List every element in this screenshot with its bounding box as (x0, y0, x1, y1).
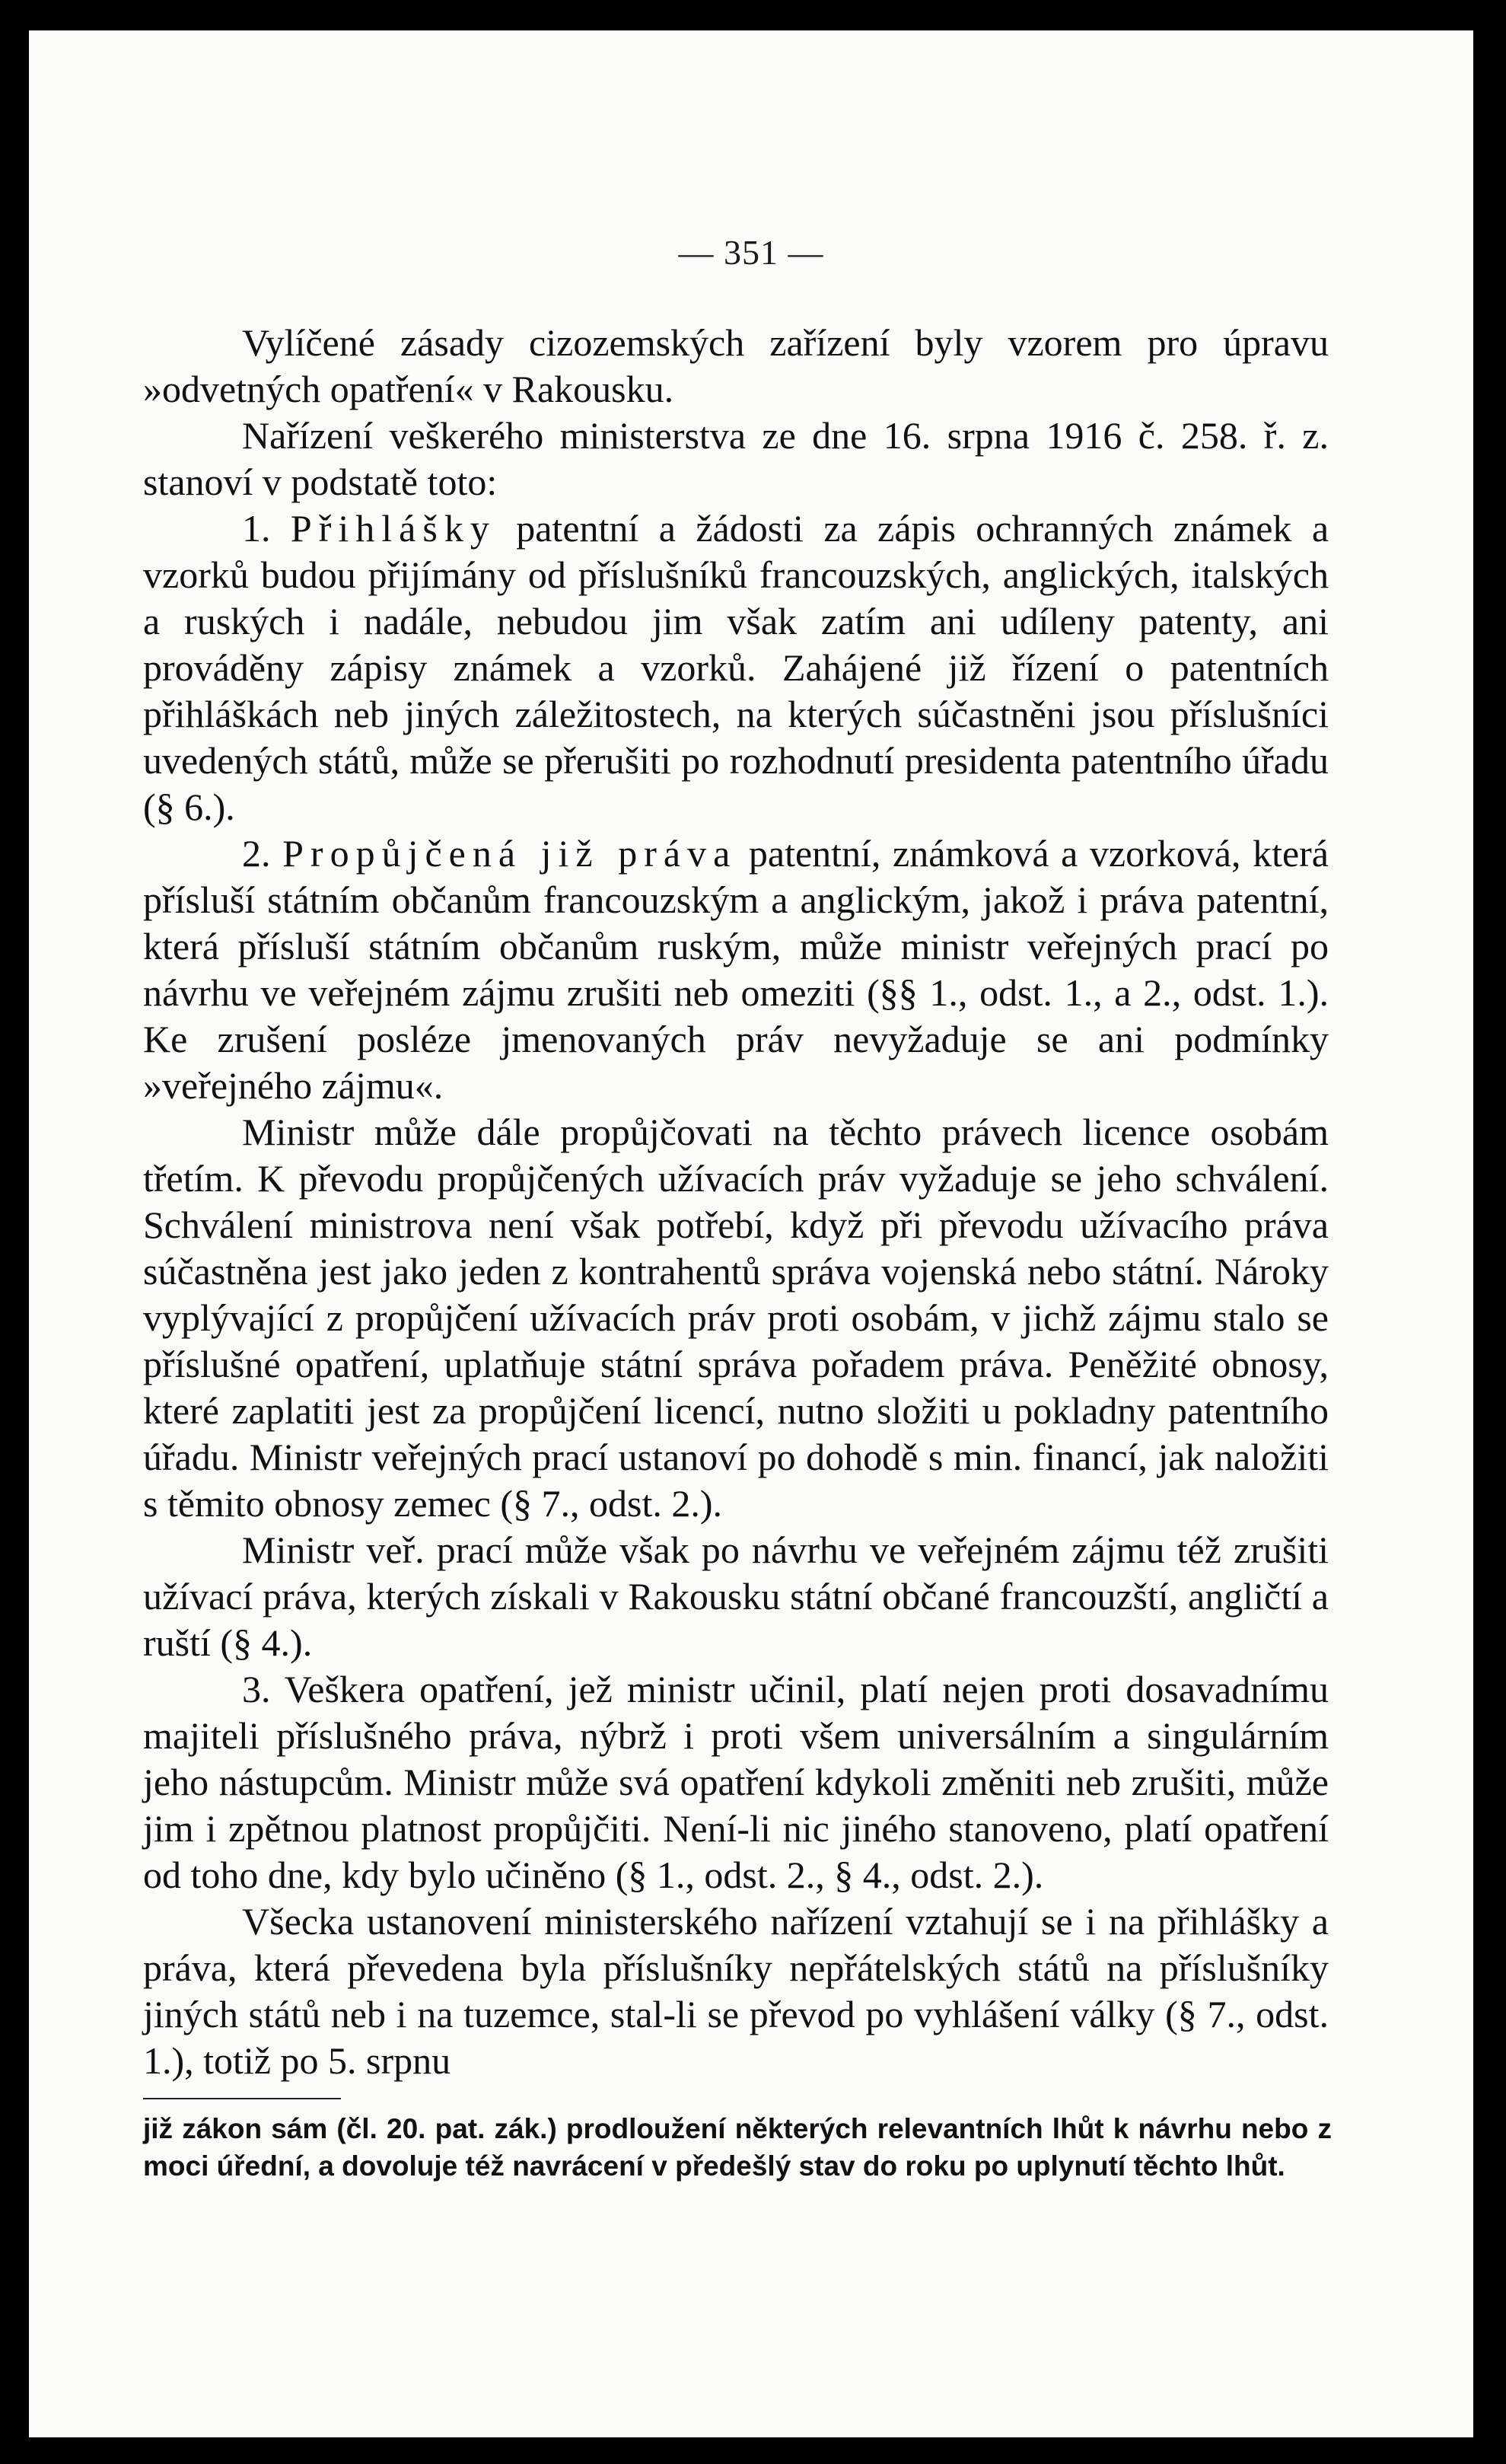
emphasis-term: Přihlášky (290, 507, 496, 550)
point-number: 1. (242, 507, 291, 550)
paragraph-revocation: Ministr veř. prací může však po návrhu ve veřejném zájmu též zrušiti užívací práva, kterých získali v Rakousku státní občané francouzští, angličtí a ruští (§ 4.). (143, 1528, 1329, 1664)
footnote-divider (143, 2098, 341, 2099)
paragraph-transfers: Všecka ustanovení ministerského nařízení vztahují se i na přihlášky a práva, která převedena byla příslušníky nepřátelských států na příslušníky jiných států neb i na tuzemce, stal-li se převod po vyhlášení války (§ 7., odst. 1.), totiž po 5. srpnu (143, 1900, 1329, 2082)
paragraph-licences: Ministr může dále propůjčovati na těchto právech licence osobám třetím. K převodu propůjčených užívacích práv vyžaduje se jeho schválení. Schválení ministrova není však potřebí, když při převodu užívacího práva súčastněna jest jako jeden z kontrahentů správa vojenská nebo státní. Nároky vyplývající z propůjčení užívacích práv proti osobám, v jichž zájmu stalo se příslušné opatření, uplatňuje státní správa pořadem práva. Peněžité obnosy, které zaplatiti jest za propůjčení licencí, nutno složiti u pokladny patentního úřadu. Ministr veřejných prací ustanoví po dohodě s min. financí, jak naložiti s těmito obnosy zemec (§ 7., odst. 2.). (143, 1111, 1329, 1525)
paragraph-point-1: 1. Přihlášky patentní a žádosti za zápis ochranných známek a vzorků budou přijímány od příslušníků francouzských, anglických, italských a ruských i nadále, nebudou jim však zatím ani udíleny patenty, ani prováděny zápisy známek a vzorků. Zahájené již řízení o patentních přihláškách neb jiných záležitostech, na kterých súčastněni jsou příslušníci uvedených států, může se přerušiti po rozhodnutí presidenta patentního úřadu (§ 6.). (143, 507, 1329, 828)
paragraph-point-3: 3. Veškera opatření, jež ministr učinil, platí nejen proti dosavadnímu majiteli příslušného práva, nýbrž i proti všem universálním a singulárním jeho nástupcům. Ministr může svá opatření kdykoli změniti neb zrušiti, může jim i zpětnou platnost propůjčiti. Není-li nic jiného stanoveno, platí opatření od toho dne, kdy bylo učiněno (§ 1., odst. 2., § 4., odst. 2.). (143, 1668, 1329, 1896)
paragraph-point-2: 2. Propůjčená již práva patentní, známková a vzorková, která přísluší státním občanům francouzským a anglickým, jakož i práva patentní, která přísluší státním občanům ruským, může ministr veřejných prací po návrhu ve veřejném zájmu zrušiti neb omeziti (§§ 1., odst. 1., a 2., odst. 1.). Ke zrušení posléze jmenovaných práv nevyžaduje se ani podmínky »veřejného zájmu«. (143, 832, 1329, 1107)
emphasis-term: Propůjčená již práva (282, 832, 737, 875)
page-number: — 351 — (678, 233, 824, 272)
footnote: již zákon sám (čl. 20. pat. zák.) prodloužení některých relevantních lhůt k návrhu nebo z moci úřední, a dovoluje též navrácení v předešlý stav do roku po uplynutí těchto lhůt. (143, 2113, 1332, 2182)
main-text (143, 320, 1329, 2084)
document-page (29, 30, 1473, 2437)
paragraph-regulation: Nařízení veškerého ministerstva ze dne 16. srpna 1916 č. 258. ř. z. stanoví v podstatě toto: (143, 414, 1329, 503)
paragraph-intro: Vylíčené zásady cizozemských zařízení byly vzorem pro úpravu »odvetných opatření« v Rakousku. (143, 321, 1329, 410)
point-number: 2. (242, 832, 283, 875)
